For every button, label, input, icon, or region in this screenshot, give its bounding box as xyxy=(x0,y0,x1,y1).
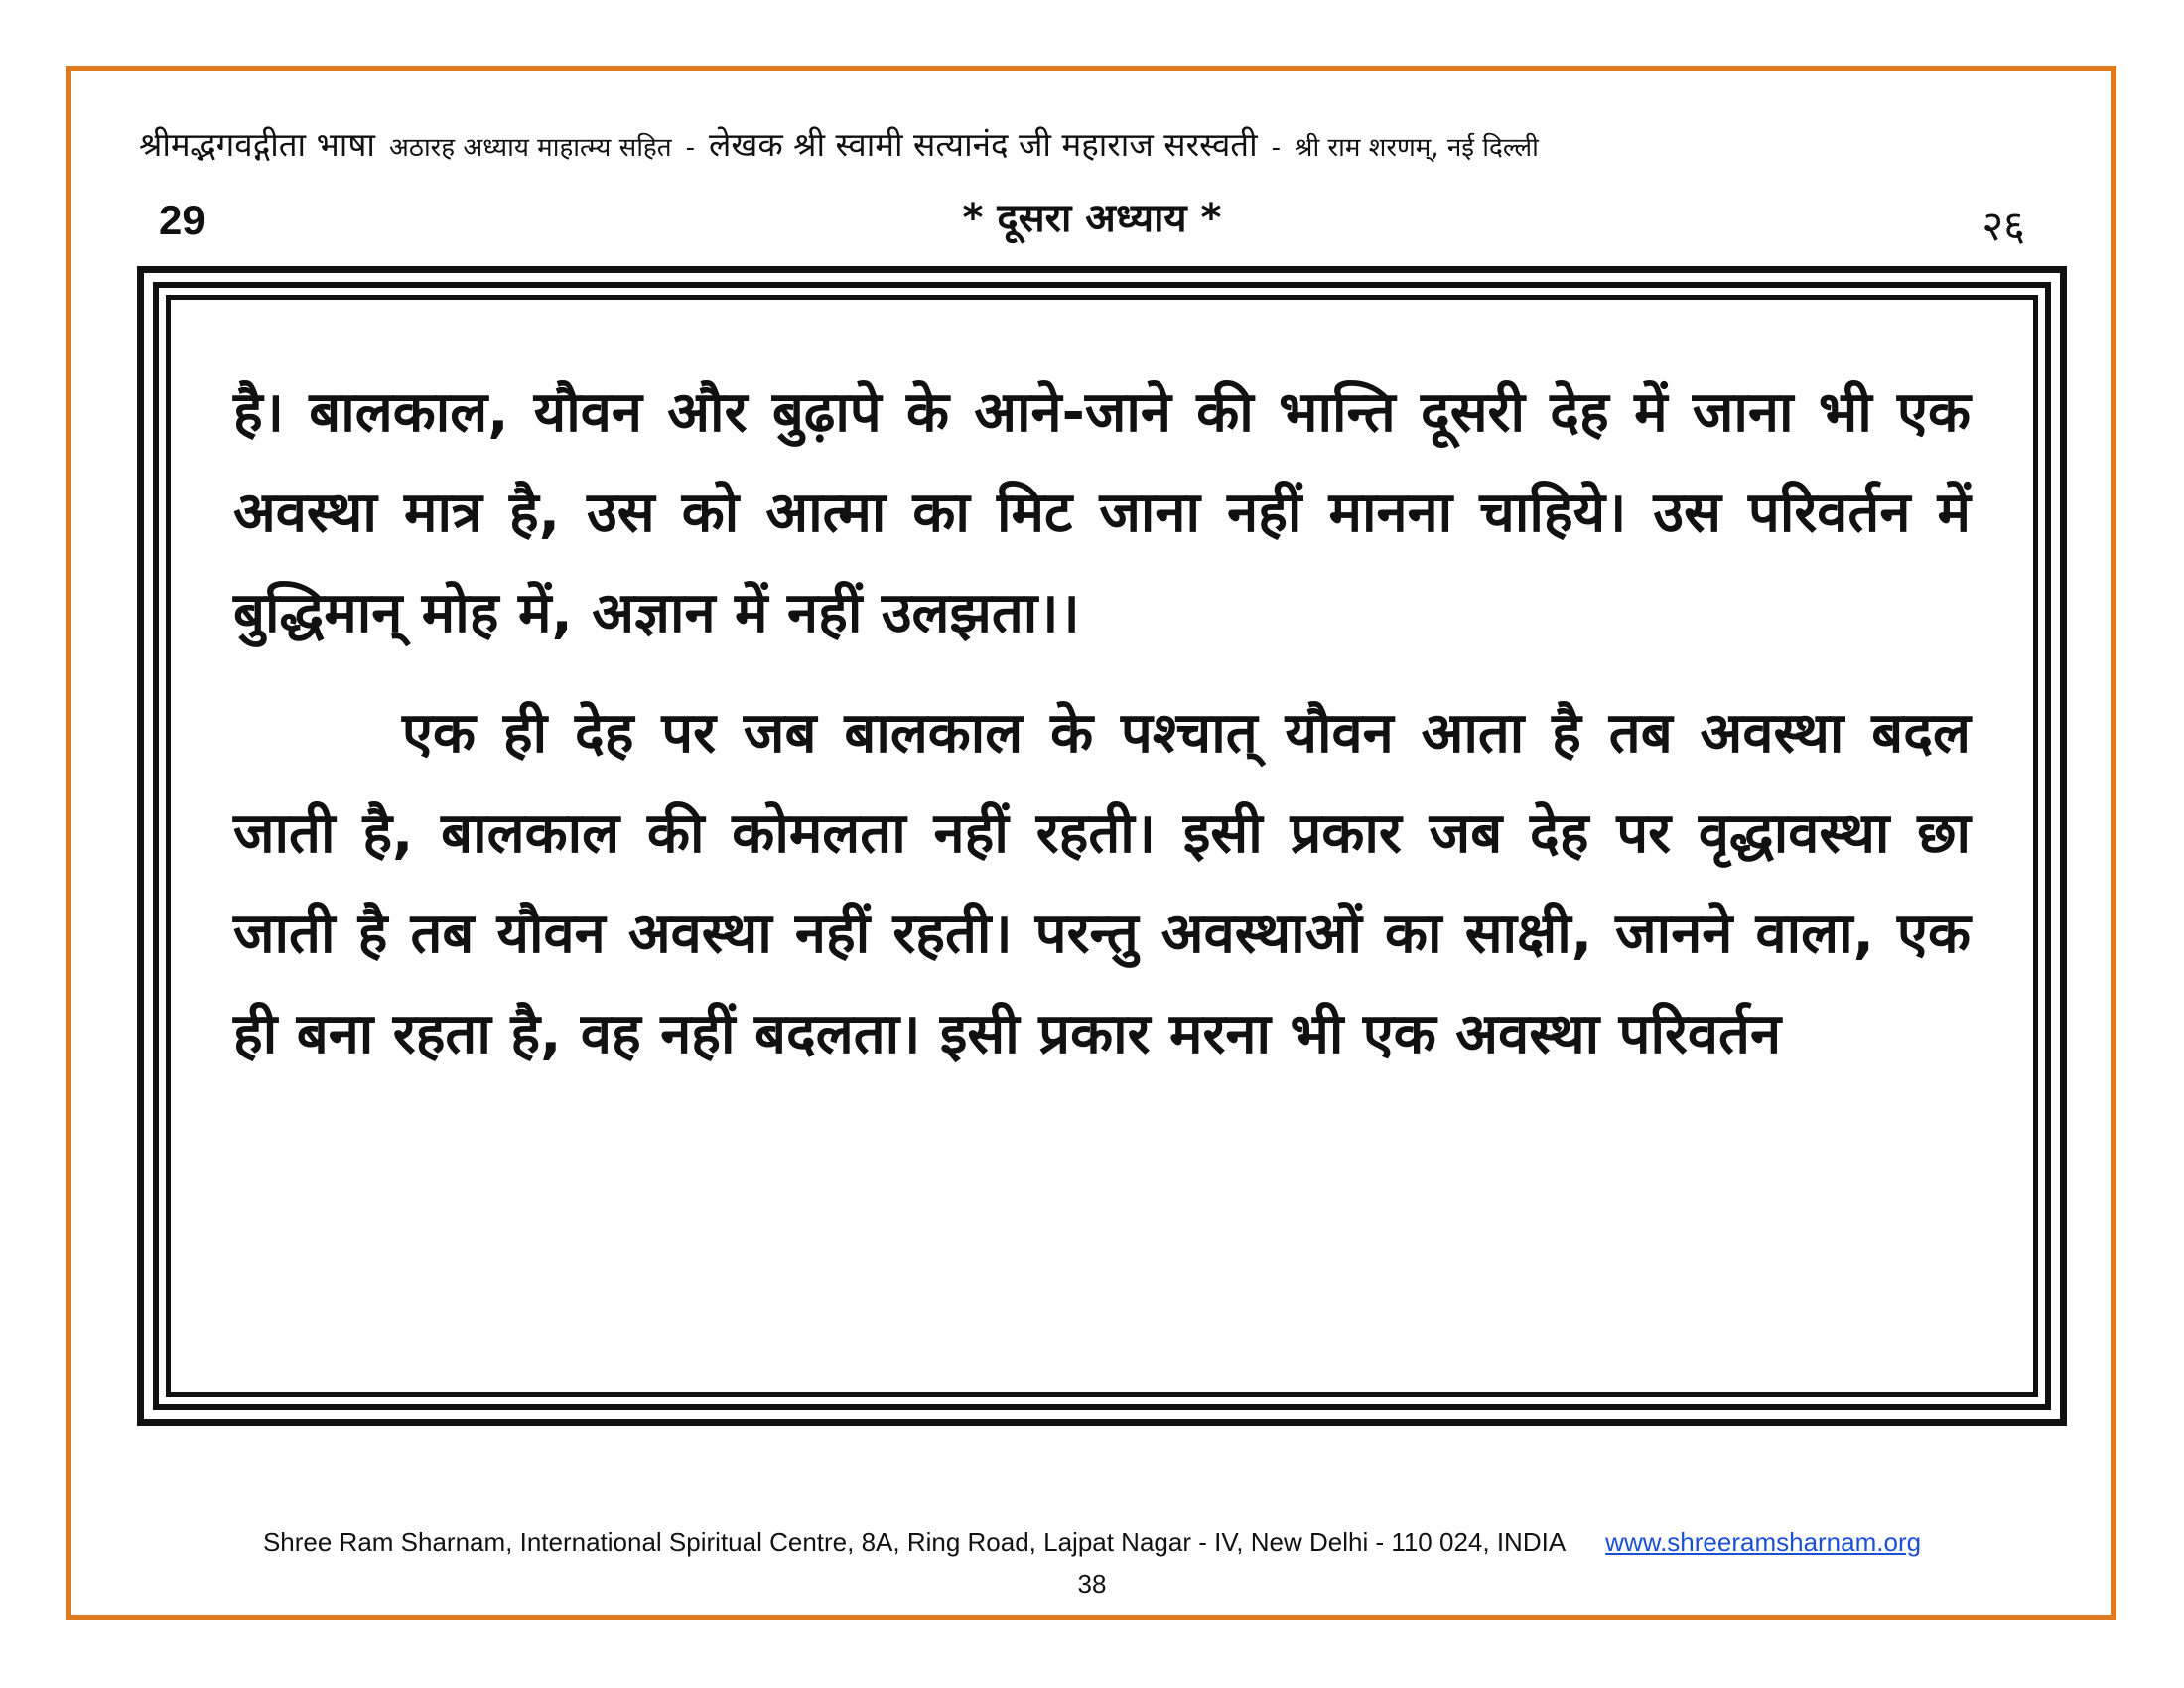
chapter-title: * दूसरा अध्याय * xyxy=(962,196,1222,241)
publisher-line: श्री राम शरणम्, नई दिल्ली xyxy=(1295,133,1539,163)
book-title: श्रीमद्भगवद्गीता भाषा xyxy=(139,125,375,164)
header-separator-1: - xyxy=(685,133,695,163)
author-line: लेखक श्री स्वामी सत्यानंद जी महाराज सरस्वती xyxy=(708,125,1258,164)
footer xyxy=(0,1527,2184,1558)
paragraph-2: एक ही देह पर जब बालकाल के पश्चात् यौवन आता है तब अवस्था बदल जाती है, बालकाल की कोमलता नहीं रहती। इसी प्रकार जब देह पर वृद्धावस्था छा जाती है तब यौवन अवस्था नहीं रहती। परन्तु अवस्थाओं का साक्षी, जानने वाला, एक ही बना रहता है, वह नहीं बदलता। इसी प्रकार मरना भी एक अवस्था परिवर्तन xyxy=(233,701,1971,1066)
page-number-right: २६ xyxy=(1981,202,2025,250)
document-header xyxy=(139,121,2065,166)
page-number-left: 29 xyxy=(159,197,205,243)
paragraph-1: है। बालकाल, यौवन और बुढ़ापे के आने-जाने की भान्ति दूसरी देह में जाना भी एक अवस्था मात्र है, उस को आत्मा का मिट जाना नहीं मानना चाहिये। उस परिवर्तन में बुद्धिमान् मोह में, अज्ञान में नहीं उलझता।। xyxy=(233,380,1971,645)
header-separator-2: - xyxy=(1271,133,1282,163)
website-link[interactable]: www.shreeramsharnam.org xyxy=(1605,1527,1922,1557)
book-subtitle: अठारह अध्याय माहात्म्य सहित xyxy=(388,133,672,163)
footer-page-number: 38 xyxy=(1077,1569,1107,1599)
text-border-box xyxy=(137,266,2067,1426)
footer-address: Shree Ram Sharnam, International Spiritual Centre, 8A, Ring Road, Lajpat Nagar - IV, New Delhi - 110 024, INDIA xyxy=(262,1527,1567,1557)
scripture-text xyxy=(233,362,1971,1084)
